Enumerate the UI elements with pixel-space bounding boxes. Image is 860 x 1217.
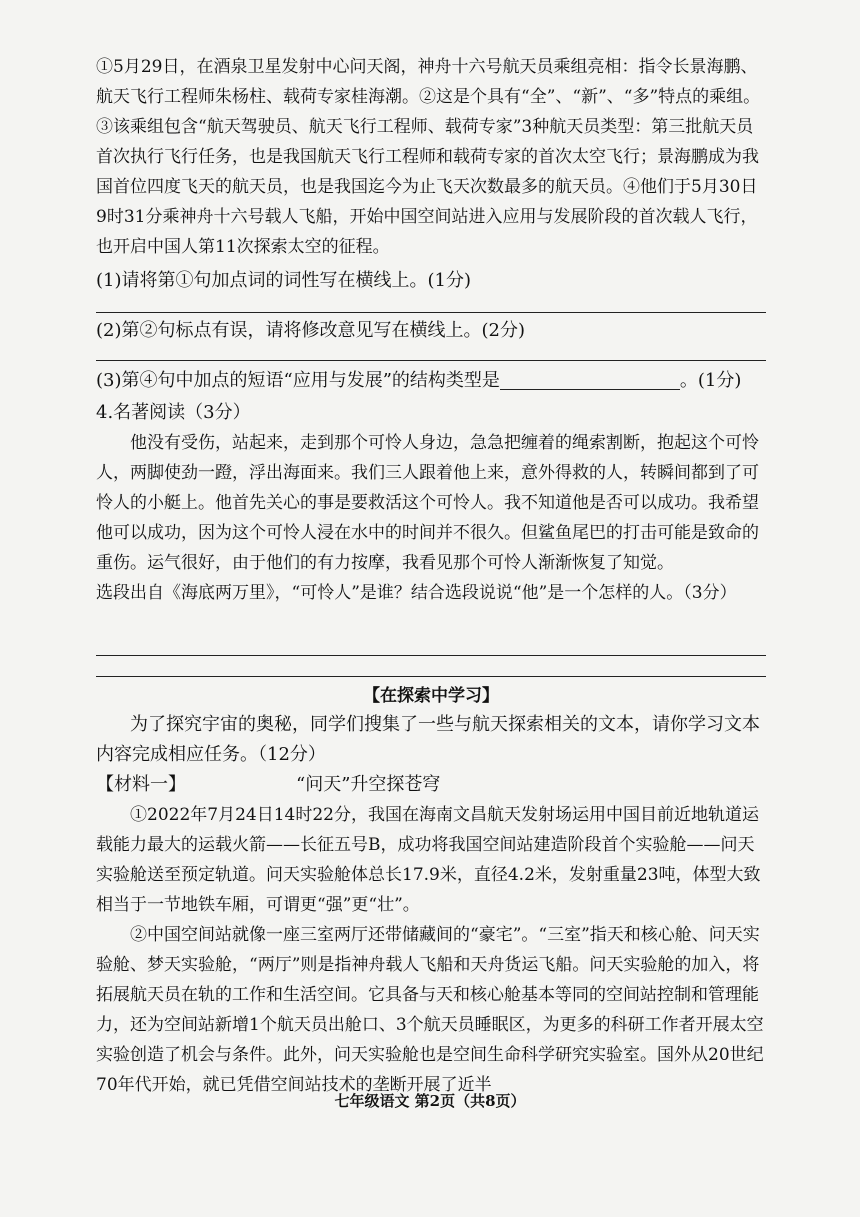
reading-prompt: 选段出自《海底两万里》，“可怜人”是谁？结合选段说说“他”是一个怎样的人。（3分） bbox=[96, 583, 737, 603]
passage-text: ①5月29日，在酒泉卫星发射中心问天阁，神舟十六号航天员乘组亮相：指令长景海鹏、航天飞行工程师朱杨柱、载荷专家桂海潮。②这是个具有“全”、“新”、“多”特点的乘组。③该乘组包含“航天驾驶员、航天飞行工程师、载荷专家”3种航天员类型：第三批航天员首次执行飞行任务，也是我国航天飞行工程师和载荷专家的首次太空飞行；景海鹏成为我国首位四度飞天的航天员，也是我国迄今为止飞天次数最多的航天员。④他们于5月30日9时31分乘神舟十六号载人飞船，开始中国空间站进入应用与发展阶段的首次载人飞行，也开启中国人第11次探索太空的征程。 bbox=[96, 57, 761, 257]
material-heading bbox=[96, 770, 766, 800]
answer-blank-3[interactable] bbox=[500, 371, 680, 390]
explore-section bbox=[96, 682, 766, 1100]
reading-excerpt: 他没有受伤，站起来，走到那个可怜人身边，急急把缠着的绳索割断，抱起这个可怜人，两脚使劲一蹬，浮出海面来。我们三人跟着他上来，意外得救的人，转瞬间都到了可怜人的小艇上。他首先关心的事是要救活这个可怜人。我不知道他是否可以成功。我希望他可以成功，因为这个可怜人浸在水中的时间并不很久。但鲨鱼尾巴的打击可能是致命的重伤。运气很好，由于他们的有力按摩，我看见那个可怜人渐渐恢复了知觉。 bbox=[96, 433, 759, 573]
answer-line-1[interactable] bbox=[96, 312, 766, 313]
reading-heading: 4.名著阅读（3分） bbox=[96, 402, 251, 423]
question-3 bbox=[96, 366, 766, 396]
material-title: “问天”升空探苍穹 bbox=[296, 774, 441, 795]
answer-line-2[interactable] bbox=[96, 360, 766, 361]
question-1: (1)请将第①句加点词的词性写在横线上。(1分) bbox=[96, 270, 471, 291]
reading-section bbox=[96, 398, 766, 608]
question-2: (2)第②句标点有误，请将修改意见写在横线上。(2分) bbox=[96, 320, 525, 341]
material-para-1: ①2022年7月24日14时22分，我国在海南文昌航天发射场运用中国目前近地轨道运载能力最大的运载火箭——长征五号B，成功将我国空间站建造阶段首个实验舱——问天实验舱送至预定轨道。问天实验舱体总长17.9米，直径4.2米，发射重量23吨，体型大致相当于一节地铁车厢，可谓更“强”更“壮”。 bbox=[96, 805, 761, 915]
answer-line-4a[interactable] bbox=[96, 655, 766, 656]
page-footer: 七年级语文 第2页（共8页） bbox=[334, 1092, 526, 1110]
question-3-score: 。(1分) bbox=[679, 370, 742, 391]
material-label: 【材料一】 bbox=[96, 774, 186, 795]
section-intro: 为了探究宇宙的奥秘，同学们搜集了一些与航天探索相关的文本，请你学习文本内容完成相应任务。（12分） bbox=[96, 714, 760, 765]
passage-block bbox=[96, 52, 766, 262]
answer-line-4b[interactable] bbox=[96, 676, 766, 677]
question-3-text: (3)第④句中加点的短语“应用与发展”的结构类型是 bbox=[96, 370, 500, 391]
section-title: 【在探索中学习】 bbox=[363, 686, 499, 706]
material-para-2: ②中国空间站就像一座三室两厅还带储藏间的“豪宅”。“三室”指天和核心舱、问天实验舱、梦天实验舱，“两厅”则是指神舟载人飞船和天舟货运飞船。问天实验舱的加入，将拓展航天员在轨的工作和生活空间。它具备与天和核心舱基本等同的空间站控制和管理能力，还为空间站新增1个航天员出舱口、3个航天员睡眠区，为更多的科研工作者开展太空实验创造了机会与条件。此外，问天实验舱也是空间生命科学研究实验室。国外从20世纪70年代开始，就已凭借空间站技术的垄断开展了近半 bbox=[96, 925, 764, 1095]
